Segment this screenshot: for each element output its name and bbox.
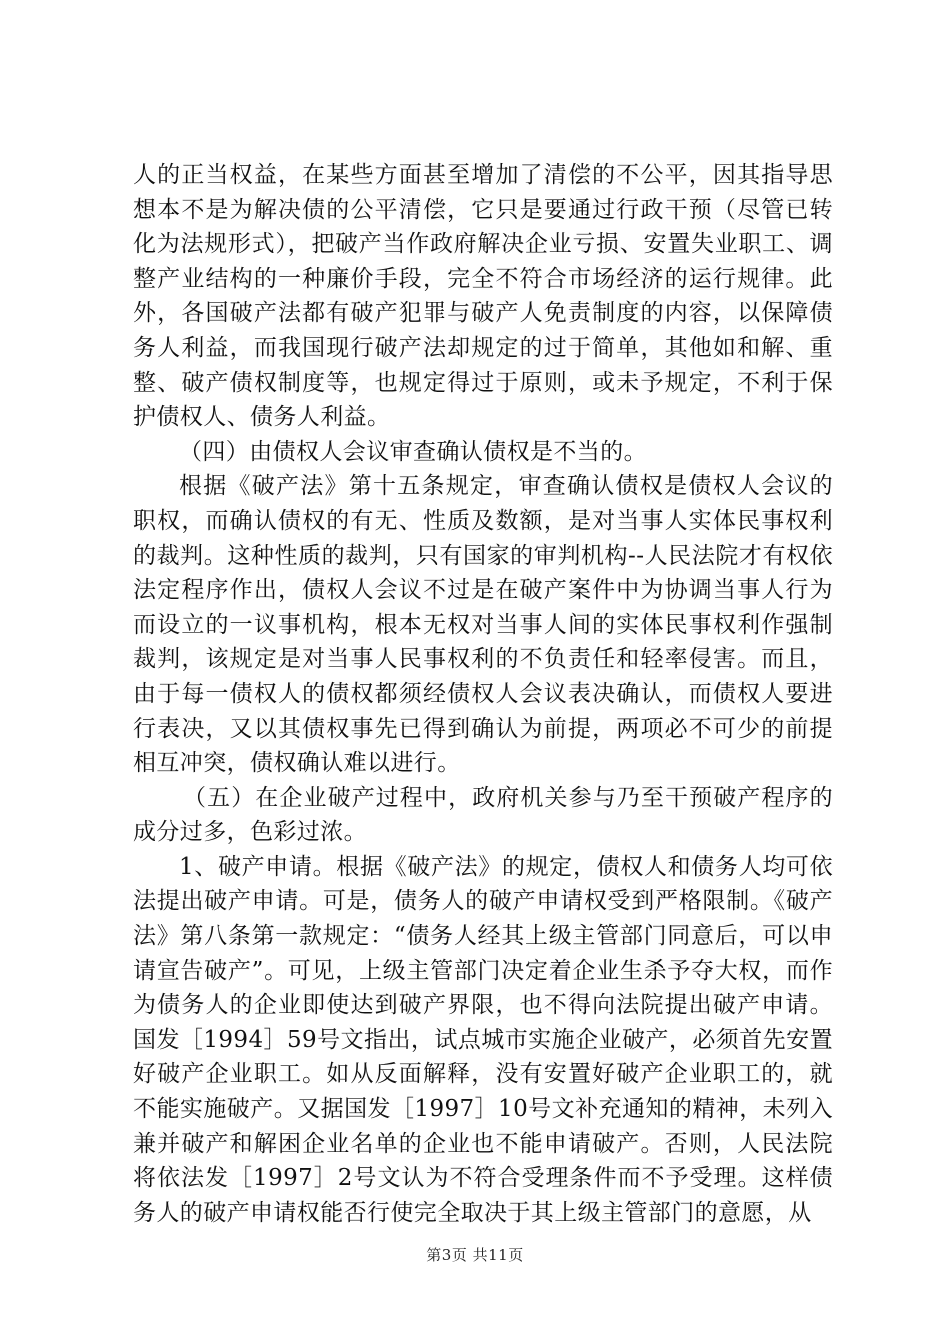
paragraph-creditor-meeting: 根据《破产法》第十五条规定，审查确认债权是债权人会议的职权，而确认债权的有无、性质及数额，是对当事人实体民事权利的裁判。这种性质的裁判，只有国家的审判机构--人民法院才有权依法定程序作出，债权人会议不过是在破产案件中为协调当事人行为而设立的一议事机构，根本无权对当事人间的实体民事权利作强制裁判，该规定是对当事人民事权利的不负责任和轻率侵害。而且，由于每一债权人的债权都须经债权人会议表决确认，而债权人要进行表决，又以其债权事先已得到确认为前提，两项必不可少的前提相互冲突，债权确认难以进行。 xyxy=(133,473,833,777)
paragraph-bankruptcy-application: 1、破产申请。根据《破产法》的规定，债权人和债务人均可依法提出破产申请。可是，债务人的破产申请权受到严格限制。《破产法》第八条第一款规定：“债务人经其上级主管部门同意后，可以申请宣告破产”。可见，上级主管部门决定着企业生杀予夺大权，而作为债务人的企业即使达到破产界限，也不得向法院提出破产申请。国发［1994］59号文指出，试点城市实施企业破产，必须首先安置好破产企业职工。如从反面解释，没有安置好破产企业职工的，就不能实施破产。又据国发［1997］10号文补充通知的精神，未列入兼并破产和解困企业名单的企业也不能申请破产。否则，人民法院将依法发［1997］2号文认为不符合受理条件而不予受理。这样债务人的破产申请权能否行使完全取决于其上级主管部门的意愿，从 xyxy=(133,853,833,1226)
page-number-footer: 第3页 共11页 xyxy=(426,1246,524,1264)
document-body xyxy=(133,158,833,1230)
paragraph-continuation: 人的正当权益，在某些方面甚至增加了清偿的不公平，因其指导思想本不是为解决债的公平清偿，它只是要通过行政干预（尽管已转化为法规形式），把破产当作政府解决企业亏损、安置失业职工、调整产业结构的一种廉价手段，完全不符合市场经济的运行规律。此外，各国破产法都有破产犯罪与破产人免责制度的内容，以保障债务人利益，而我国现行破产法却规定的过于简单，其他如和解、重整、破产债权制度等，也规定得过于原则，或未予规定，不利于保护债权人、债务人利益。 xyxy=(133,162,833,431)
section-heading-four: （四）由债权人会议审查确认债权是不当的。 xyxy=(179,438,647,465)
section-heading-five: （五）在企业破产过程中，政府机关参与乃至干预破产程序的成分过多，色彩过浓。 xyxy=(133,784,833,846)
